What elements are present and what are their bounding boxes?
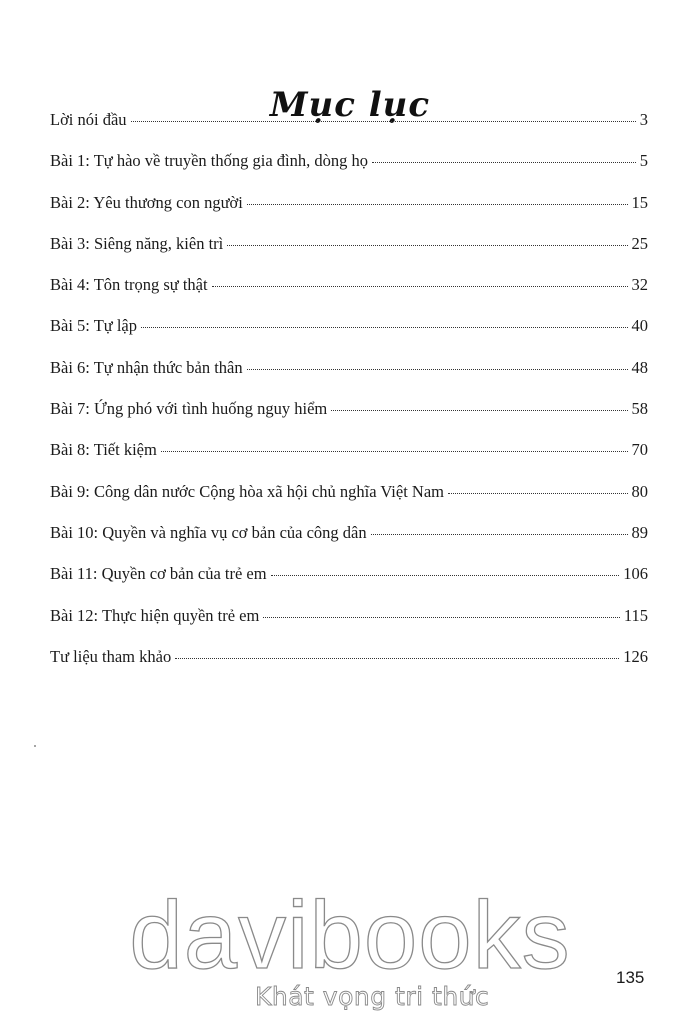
toc-entry [50,358,648,399]
dot-leader [371,533,628,535]
toc-entry-label: Bài 7: Ứng phó với tình huống nguy hiểm [50,399,328,419]
toc-entry-label: Bài 3: Siêng năng, kiên trì [50,233,224,253]
toc-entry [50,647,648,688]
toc-entry-page: 89 [631,522,648,542]
dot-leader [141,326,627,328]
toc-entry-page: 115 [623,605,648,625]
dot-leader [227,244,627,246]
toc-entry-page: 58 [631,399,648,419]
toc-entry-page: 15 [631,192,648,212]
toc-entry [50,234,648,275]
toc-entry-label: Bài 1: Tự hào về truyền thống gia đình, dòng họ [50,151,368,171]
toc-entry-page: 25 [631,233,648,253]
dot-leader [271,574,620,576]
scan-speck [34,745,36,747]
dot-leader [372,161,636,163]
toc-entry [50,151,648,192]
dot-leader [212,285,628,287]
toc-entry [50,523,648,564]
toc-entry-page: 106 [623,564,648,584]
toc-entry-label: Bài 10: Quyền và nghĩa vụ cơ bản của công dân [50,522,367,542]
toc-entry [50,482,648,523]
toc-entry [50,110,648,151]
toc-entry [50,193,648,234]
toc-entry-label: Bài 9: Công dân nước Cộng hòa xã hội chủ nghĩa Việt Nam [50,481,444,501]
toc-entry [50,275,648,316]
toc-entry-label: Bài 4: Tôn trọng sự thật [50,275,208,295]
toc-entry-label: Bài 5: Tự lập [50,316,138,336]
toc-entry-page: 126 [623,646,648,666]
toc-entry-page: 32 [631,275,648,295]
toc-entry-label: Tư liệu tham khảo [50,646,172,666]
toc-entry-page: 48 [631,357,648,377]
toc-entry-page: 5 [639,151,648,171]
dot-leader [247,368,628,370]
dot-leader [247,203,628,205]
dot-leader [263,616,620,618]
watermark-brand: davibooks [129,882,571,989]
page-number: 135 [616,968,645,987]
watermark-tagline: Khát vọng tri thức [255,982,490,1011]
toc-entry [50,564,648,605]
toc-entry-page: 40 [631,316,648,336]
table-of-contents [50,110,648,688]
toc-entry-page: 3 [639,110,648,129]
toc-entry-page: 80 [631,481,648,501]
dot-leader [331,409,627,411]
dot-leader [175,657,619,659]
toc-entry-page: 70 [631,440,648,460]
toc-entry-label: Bài 2: Yêu thương con người [50,192,243,212]
dot-leader [448,492,628,494]
toc-entry [50,606,648,647]
dot-leader [131,120,636,122]
toc-entry [50,440,648,481]
toc-entry-label: Bài 11: Quyền cơ bản của trẻ em [50,564,267,584]
toc-entry [50,316,648,357]
toc-entry-label: Lời nói đầu [50,110,127,129]
dot-leader [161,450,628,452]
toc-entry-label: Bài 8: Tiết kiệm [50,440,157,460]
toc-entry-label: Bài 12: Thực hiện quyền trẻ em [50,605,260,625]
page-title: Mục lục [269,84,431,125]
toc-entry [50,399,648,440]
toc-entry-label: Bài 6: Tự nhận thức bản thân [50,357,243,377]
